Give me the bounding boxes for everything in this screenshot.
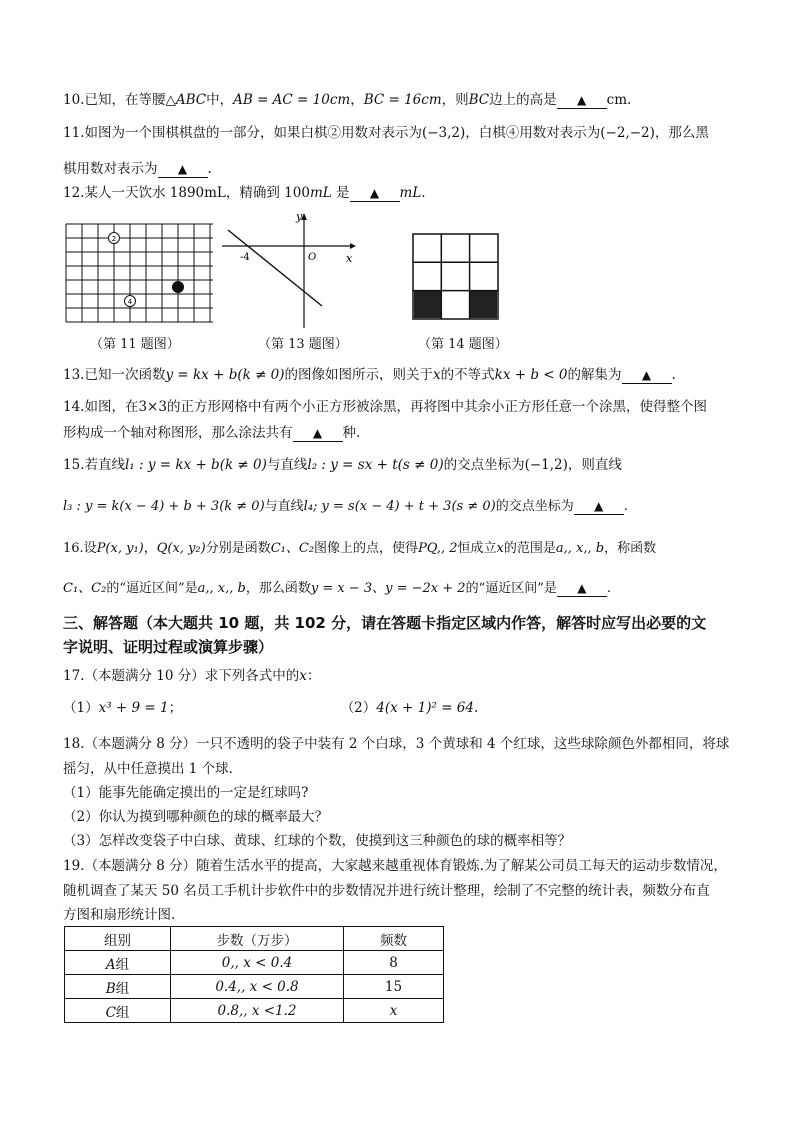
svg-text:x: x bbox=[346, 252, 353, 265]
shaded-cell-bottom-left bbox=[414, 291, 441, 318]
question-12: 12.某人一天饮水 1890mL，精确到 100mL 是 ▲ mL. bbox=[63, 185, 426, 201]
table-row: B组 0.4,, x < 0.8 15 bbox=[65, 975, 444, 999]
table-header-row bbox=[65, 927, 444, 951]
white-stone-4 bbox=[125, 296, 136, 307]
table-row: C组 0.8,, x <1.2 x bbox=[65, 999, 444, 1023]
question-18-line2: 摇匀，从中任意摸出 1 个球. bbox=[63, 761, 233, 777]
question-19-line2: 随机调查了某天 50 名员工手机计步软件中的步数情况并进行统计整理，绘制了不完整的统计表，频数分布直 bbox=[63, 883, 710, 899]
black-stone bbox=[172, 281, 184, 293]
svg-text:y: y bbox=[296, 210, 303, 223]
question-18-part2: （2）你认为摸到哪种颜色的球的概率最大？ bbox=[63, 809, 329, 825]
figure-13-line-graph bbox=[222, 208, 362, 333]
figure-13-caption: （第 13 题图） bbox=[258, 337, 348, 352]
figure-14-grid bbox=[412, 233, 502, 323]
question-16-line1: 16.设P(x, y₁)，Q(x, y₂)分别是函数C₁、C₂图像上的点，使得PQ,, 2恒成立x的范围是a,, x,, b，称函数 bbox=[63, 541, 657, 556]
function-line bbox=[228, 230, 322, 306]
question-11-line2: 棋用数对表示为 ▲ . bbox=[63, 161, 212, 177]
question-11-line1: 11.如图为一个围棋棋盘的一部分，如果白棋②用数对表示为(−3,2)，白棋④用数对表示为(−2,−2)，那么黑 bbox=[63, 125, 709, 141]
question-16-line2: C₁、C₂的“逼近区间”是a,, x,, b，那么函数y = x − 3、y = −2x + 2的“逼近区间”是 ▲ . bbox=[63, 581, 611, 596]
question-17-parts: （1）x³ + 9 = 1； （2）4(x + 1)² = 64. bbox=[63, 700, 479, 716]
question-18-line1: 18.（本题满分 8 分）一只不透明的袋子中装有 2 个白球，3 个黄球和 4 个红球，这些球除颜色外都相同，将球 bbox=[63, 736, 730, 752]
header-group: 组别 bbox=[65, 927, 171, 951]
answer-blank-12[interactable]: ▲ bbox=[350, 186, 400, 202]
question-13: 13.已知一次函数y = kx + b(k ≠ 0)的图像如图所示，则关于x的不等式kx + b < 0的解集为 ▲ . bbox=[63, 367, 676, 383]
white-stone-2 bbox=[109, 233, 120, 244]
question-18-part1: （1）能事先能确定摸出的一定是红球吗? bbox=[63, 785, 309, 801]
header-steps: 步数（万步） bbox=[171, 927, 344, 951]
svg-text:-4: -4 bbox=[240, 252, 250, 263]
answer-blank-11[interactable]: ▲ bbox=[158, 162, 208, 178]
step-count-table bbox=[64, 926, 444, 1023]
question-10: 10.已知，在等腰△ABC中，AB = AC = 10cm，BC = 16cm，则BC边上的高是 ▲ cm. bbox=[63, 92, 632, 108]
question-17-title: 17.（本题满分 10 分）求下列各式中的x： bbox=[63, 668, 321, 684]
question-18-part3: （3）怎样改变袋子中白球、黄球、红球的个数，使摸到这三种颜色的球的概率相等？ bbox=[63, 833, 572, 849]
section-3-heading-line2: 字说明、证明过程或演算步骤） bbox=[63, 638, 274, 656]
svg-text:O: O bbox=[308, 252, 317, 263]
figure-11-go-board bbox=[63, 218, 218, 328]
question-15-line1: 15.若直线l₁ : y = kx + b(k ≠ 0)与直线l₂ : y = sx + t(s ≠ 0)的交点坐标为(−1,2)，则直线 bbox=[63, 457, 622, 473]
question-14-line1: 14.如图，在3×3的正方形网格中有两个小正方形被涂黑，再将图中其余小正方形任意一个涂黑，使得整个图 bbox=[63, 399, 707, 415]
figure-11-caption: （第 11 题图） bbox=[90, 337, 180, 352]
section-3-heading-line1: 三、解答题（本大题共 10 题，共 102 分，请在答题卡指定区域内作答，解答时应写出必要的文 bbox=[63, 614, 707, 632]
question-15-line2: l₃ : y = k(x − 4) + b + 3(k ≠ 0)与直线l₄; y = s(x − 4) + t + 3(s ≠ 0)的交点坐标为 ▲ . bbox=[63, 499, 628, 514]
shaded-cell-bottom-right bbox=[470, 291, 497, 318]
svg-text:4: 4 bbox=[127, 298, 133, 306]
question-19-line3: 方图和扇形统计图. bbox=[63, 907, 176, 923]
table-row: A组 0,, x < 0.4 8 bbox=[65, 951, 444, 975]
header-frequency: 频数 bbox=[344, 927, 444, 951]
answer-blank-14[interactable]: ▲ bbox=[293, 426, 343, 442]
question-14-line2: 形构成一个轴对称图形，那么涂法共有 ▲ 种. bbox=[63, 425, 361, 441]
answer-blank-16[interactable]: ▲ bbox=[557, 581, 607, 597]
answer-blank-15[interactable]: ▲ bbox=[574, 499, 624, 515]
figure-14-caption: （第 14 题图） bbox=[418, 337, 508, 352]
question-19-line1: 19.（本题满分 8 分）随着生活水平的提高，大家越来越重视体育锻炼.为了解某公司员工每天的运动步数情况， bbox=[63, 858, 727, 874]
svg-text:2: 2 bbox=[111, 235, 117, 243]
answer-blank-13[interactable]: ▲ bbox=[622, 368, 672, 384]
answer-blank-10[interactable]: ▲ bbox=[557, 93, 607, 109]
